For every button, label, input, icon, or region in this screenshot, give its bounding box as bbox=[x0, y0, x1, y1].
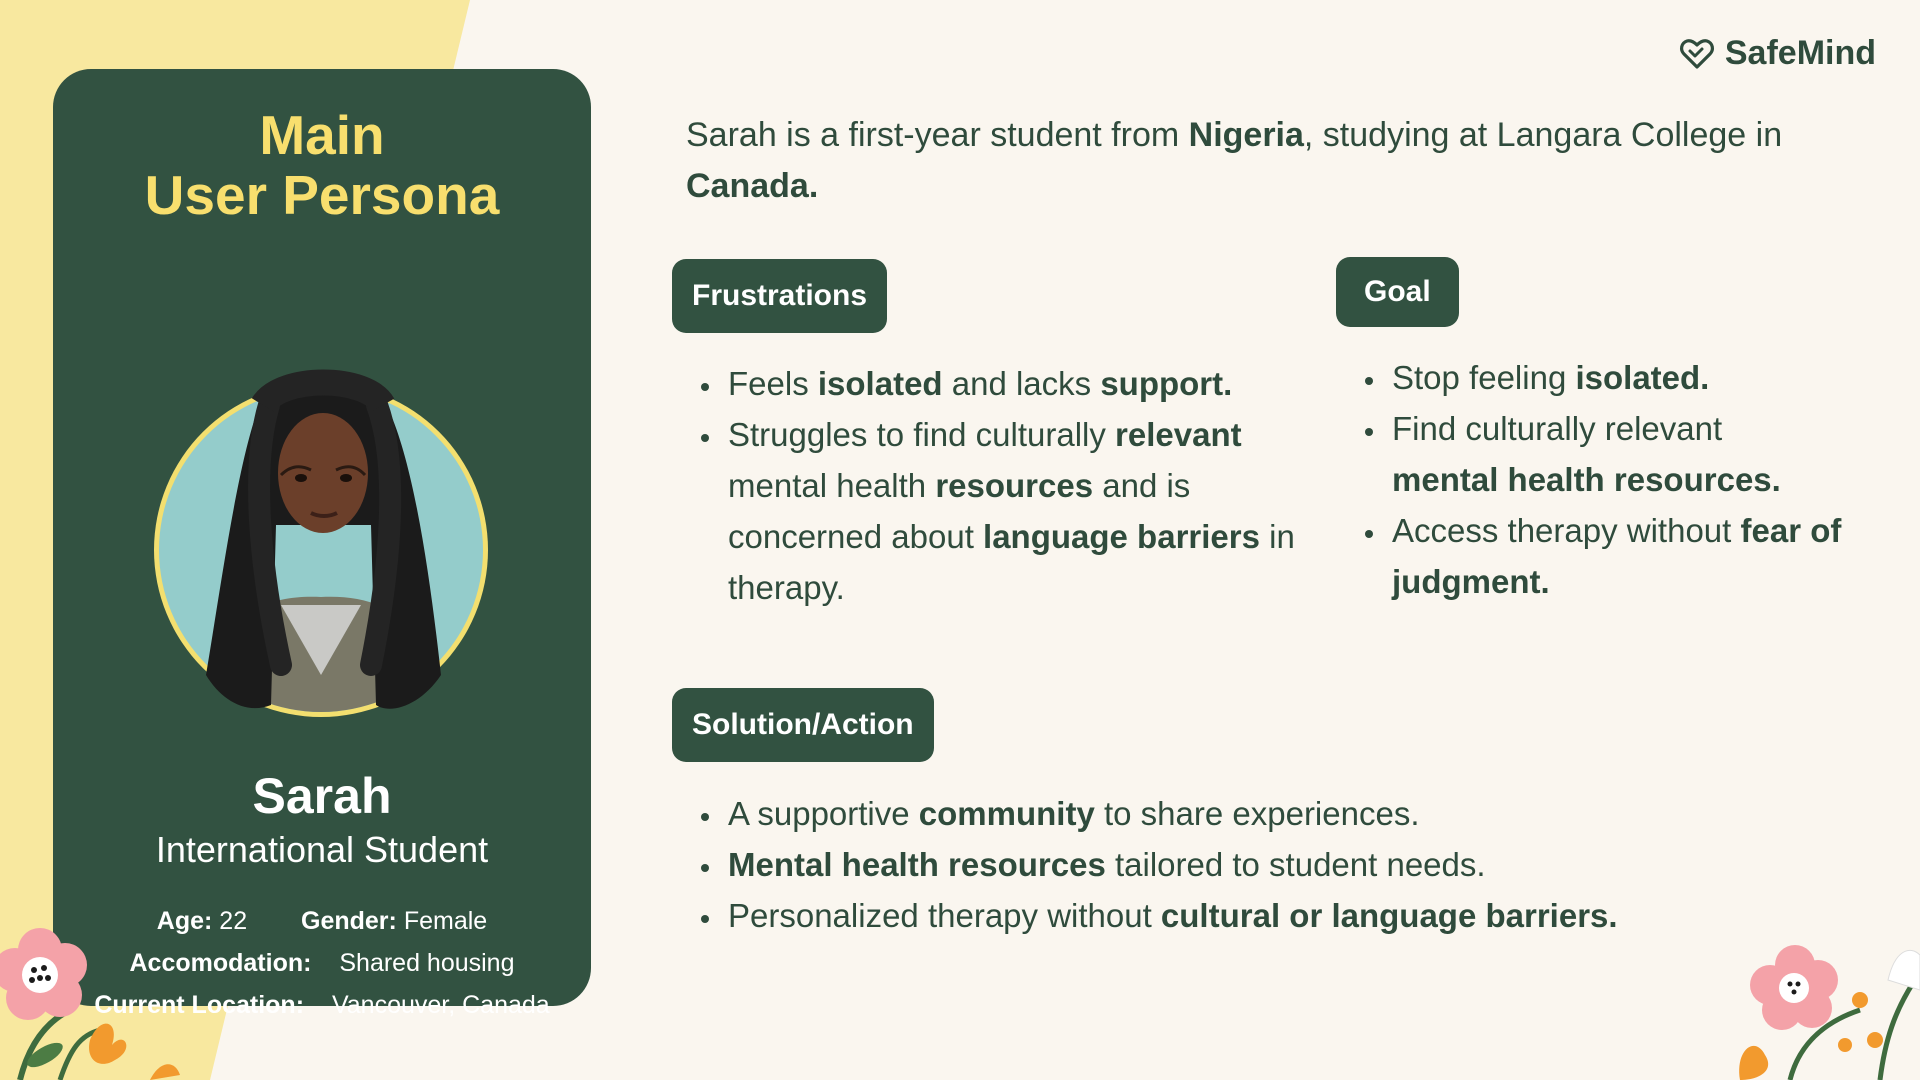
persona-name: Sarah bbox=[252, 768, 392, 824]
age-label: Age: bbox=[156, 907, 213, 935]
intro-text bbox=[686, 110, 1846, 212]
brand-name: SafeMind bbox=[1724, 34, 1876, 72]
list-item: • Mental health resources tailored to student needs. bbox=[724, 839, 1874, 890]
accommodation-value: Shared housing bbox=[339, 949, 515, 977]
list-item: • Stop feeling isolated. bbox=[1388, 352, 1908, 403]
list-item: • Struggles to find culturally relevant mental health resources and is concerned about language barriers in therapy. bbox=[724, 409, 1314, 613]
list-item: • Personalized therapy without cultural or language barriers. bbox=[724, 890, 1874, 941]
solution-list bbox=[688, 788, 1874, 941]
goal-list bbox=[1352, 352, 1908, 607]
persona-role: International Student bbox=[155, 829, 489, 870]
intro-part1: Sarah is a first-year student from bbox=[686, 116, 1189, 154]
frustrations-label bbox=[672, 259, 887, 333]
age-value: 22 bbox=[219, 907, 248, 935]
goal-label-text: Goal bbox=[1364, 275, 1431, 308]
persona-portrait bbox=[151, 345, 491, 735]
intro-part2: , studying at Langara College in bbox=[1303, 116, 1783, 154]
list-item: • Feels isolated and lacks support. bbox=[724, 358, 1314, 409]
list-item: • Access therapy without fear of judgment. bbox=[1388, 505, 1908, 607]
card-title-line1: Main bbox=[259, 104, 385, 166]
card-title-line2: User Persona bbox=[144, 164, 500, 226]
solution-label-text: Solution/Action bbox=[692, 708, 914, 741]
gender-value: Female bbox=[403, 907, 488, 935]
heart-handshake-icon bbox=[1679, 36, 1715, 72]
location-value: Vancouver, Canada bbox=[331, 991, 550, 1019]
accommodation-label: Accomodation: bbox=[129, 949, 312, 977]
flower-decoration-left bbox=[0, 920, 210, 1080]
list-item: • A supportive community to share experiences. bbox=[724, 788, 1874, 839]
list-item: • Find culturally relevant mental health resources. bbox=[1388, 403, 1908, 505]
goal-label bbox=[1336, 257, 1459, 327]
flower-decoration-right bbox=[1680, 930, 1920, 1080]
brand-logo[interactable] bbox=[1679, 34, 1876, 73]
location-label: Current Location: bbox=[94, 991, 305, 1019]
intro-destination: Canada. bbox=[686, 167, 819, 205]
frustrations-list bbox=[688, 358, 1314, 613]
solution-label bbox=[672, 688, 934, 762]
frustrations-label-text: Frustrations bbox=[692, 279, 868, 312]
persona-card bbox=[53, 69, 591, 1019]
intro-country: Nigeria bbox=[1188, 116, 1304, 154]
gender-label: Gender: bbox=[301, 907, 397, 935]
card-title bbox=[53, 105, 591, 225]
